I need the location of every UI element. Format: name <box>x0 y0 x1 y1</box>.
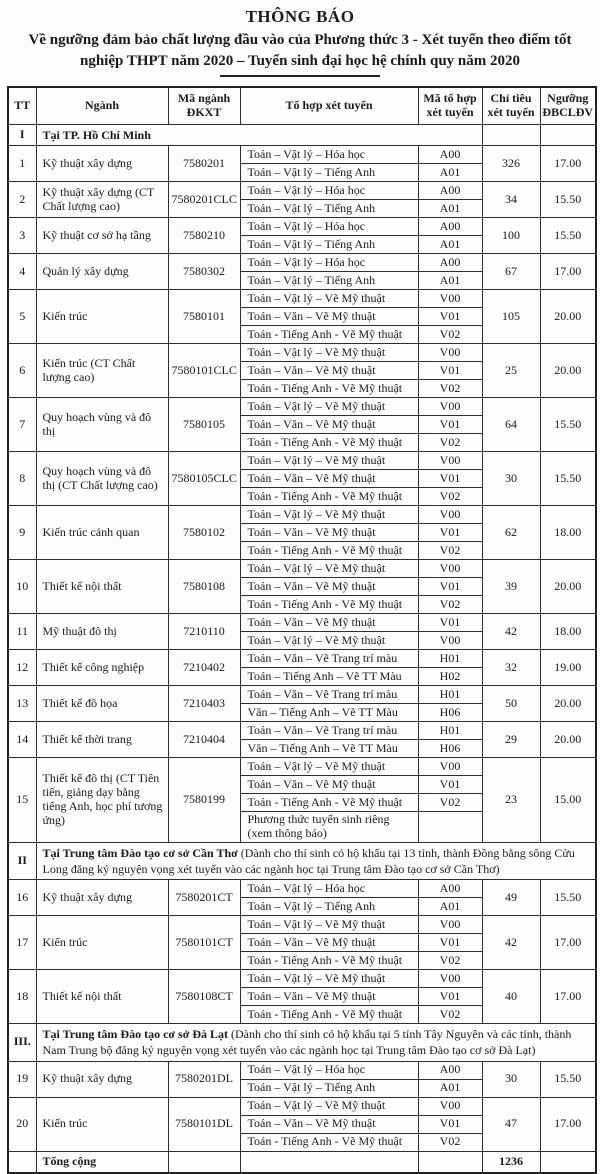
table-row <box>8 1097 596 1115</box>
combo-code: A01 <box>418 898 482 916</box>
section-row <box>8 842 596 879</box>
combo-name: Toán – Vật lý – Tiếng Anh <box>240 164 418 182</box>
combo-code: V01 <box>418 308 482 326</box>
quota-value: 23 <box>482 758 540 843</box>
combo-code: V01 <box>418 524 482 542</box>
quota-value: 50 <box>482 686 540 722</box>
major-code: 7580108 <box>168 560 240 614</box>
major-name: Kỹ thuật xây dựng <box>36 1061 168 1097</box>
combo-code: V01 <box>418 416 482 434</box>
combo-code: A01 <box>418 200 482 218</box>
major-code: 7210110 <box>168 614 240 650</box>
combo-name: Toán – Văn – Vẽ Mỹ thuật <box>240 1115 418 1133</box>
combo-name: Toán – Vật lý – Vẽ Mỹ thuật <box>240 344 418 362</box>
row-number: 13 <box>8 686 36 722</box>
total-threshold-cell <box>540 1151 596 1173</box>
combo-name: Toán – Văn – Vẽ Mỹ thuật <box>240 934 418 952</box>
major-name: Mỹ thuật đô thị <box>36 614 168 650</box>
combo-code: A01 <box>418 164 482 182</box>
combo-name: Toán - Tiếng Anh - Vẽ Mỹ thuật <box>240 380 418 398</box>
combo-code: H06 <box>418 704 482 722</box>
combo-code: V02 <box>418 1006 482 1024</box>
table-row <box>8 218 596 236</box>
quota-value: 25 <box>482 344 540 398</box>
table-row <box>8 254 596 272</box>
combo-name: Văn – Tiếng Anh – Vẽ TT Màu <box>240 740 418 758</box>
major-code: 7580210 <box>168 218 240 254</box>
combo-code: V00 <box>418 632 482 650</box>
quota-value: 67 <box>482 254 540 290</box>
row-number: 3 <box>8 218 36 254</box>
threshold-value: 18.00 <box>540 506 596 560</box>
quota-value: 29 <box>482 722 540 758</box>
table-row <box>8 344 596 362</box>
threshold-value: 17.00 <box>540 254 596 290</box>
combo-code: A00 <box>418 218 482 236</box>
combo-code: V02 <box>418 794 482 812</box>
combo-code: V02 <box>418 542 482 560</box>
combo-name: Toán – Văn – Vẽ Mỹ thuật <box>240 776 418 794</box>
combo-name: Toán – Vật lý – Tiếng Anh <box>240 236 418 254</box>
combo-code: H01 <box>418 686 482 704</box>
combo-code: V01 <box>418 776 482 794</box>
major-name: Thiết kế nội thất <box>36 560 168 614</box>
col-header-0: TT <box>8 87 36 125</box>
section-threshold-cell <box>540 125 596 146</box>
section-label <box>36 1024 596 1061</box>
table-row <box>8 880 596 898</box>
combo-name: Toán – Văn – Vẽ Mỹ thuật <box>240 470 418 488</box>
section-label-rest: (Dành cho thí sinh có hộ khẩu tại 5 tỉnh Tây Nguyên và các tỉnh, thành Nam Trung bộ đăng ký nguyện vọng xét tuyển vào các ngành học tại Trung tâm Đào tạo cơ sở Đà Lạt) <box>42 1027 572 1058</box>
col-header-4: Mã tổ hợp xét tuyển <box>418 87 482 125</box>
col-header-1: Ngành <box>36 87 168 125</box>
threshold-value: 15.50 <box>540 218 596 254</box>
combo-code: V02 <box>418 596 482 614</box>
combo-name: Toán – Vật lý – Hóa học <box>240 146 418 164</box>
major-name: Thiết kế thời trang <box>36 722 168 758</box>
combo-code: V02 <box>418 380 482 398</box>
major-code: 7580201DL <box>168 1061 240 1097</box>
combo-code: A00 <box>418 880 482 898</box>
combo-name: Toán – Văn – Vẽ Mỹ thuật <box>240 524 418 542</box>
combo-name: Toán - Tiếng Anh - Vẽ Mỹ thuật <box>240 542 418 560</box>
quota-value: 47 <box>482 1097 540 1151</box>
table-row <box>8 722 596 740</box>
col-header-2: Mã ngành ĐKXT <box>168 87 240 125</box>
major-code: 7580199 <box>168 758 240 843</box>
major-name: Quản lý xây dựng <box>36 254 168 290</box>
section-label-bold: Tại Trung tâm Đào tạo cơ sở Đà Lạt <box>42 1027 229 1042</box>
major-code: 7580101CLC <box>168 344 240 398</box>
combo-name: Toán – Văn – Vẽ Mỹ thuật <box>240 362 418 380</box>
admission-threshold-table <box>7 86 597 1174</box>
row-number: 1 <box>8 146 36 182</box>
combo-code: V00 <box>418 398 482 416</box>
quota-value: 30 <box>482 1061 540 1097</box>
row-number: 16 <box>8 880 36 916</box>
combo-code: V01 <box>418 934 482 952</box>
total-code-cell <box>418 1151 482 1173</box>
total-ma-cell <box>168 1151 240 1173</box>
quota-value: 49 <box>482 880 540 916</box>
combo-code: V02 <box>418 434 482 452</box>
combo-code: V01 <box>418 578 482 596</box>
threshold-value: 15.50 <box>540 880 596 916</box>
table-row <box>8 398 596 416</box>
table-body <box>8 125 596 1173</box>
combo-code: V01 <box>418 470 482 488</box>
table-row <box>8 686 596 704</box>
row-number: 7 <box>8 398 36 452</box>
major-name: Kiến trúc <box>36 1097 168 1151</box>
section-label <box>36 842 596 879</box>
page-title: THÔNG BÁO <box>245 7 355 26</box>
total-combo-cell <box>240 1151 418 1173</box>
major-code: 7580201 <box>168 146 240 182</box>
threshold-value: 19.00 <box>540 650 596 686</box>
threshold-value: 15.50 <box>540 182 596 218</box>
combo-code: H02 <box>418 668 482 686</box>
table-row <box>8 452 596 470</box>
combo-name: Toán – Vật lý – Vẽ Mỹ thuật <box>240 758 418 776</box>
row-number: 18 <box>8 970 36 1024</box>
combo-code: A00 <box>418 146 482 164</box>
row-number: 15 <box>8 758 36 843</box>
combo-name: Toán – Vật lý – Vẽ Mỹ thuật <box>240 632 418 650</box>
combo-name: Toán – Vật lý – Vẽ Mỹ thuật <box>240 290 418 308</box>
combo-name: Toán – Vật lý – Vẽ Mỹ thuật <box>240 560 418 578</box>
major-code: 7580101DL <box>168 1097 240 1151</box>
row-number: 8 <box>8 452 36 506</box>
threshold-value: 18.00 <box>540 614 596 650</box>
combo-code: V02 <box>418 1133 482 1151</box>
combo-name: Toán – Vật lý – Vẽ Mỹ thuật <box>240 398 418 416</box>
major-code: 7580108CT <box>168 970 240 1024</box>
total-tt-cell <box>8 1151 36 1173</box>
combo-code: H01 <box>418 722 482 740</box>
section-quota-cell <box>482 125 540 146</box>
table-row <box>8 650 596 668</box>
combo-name: Toán - Tiếng Anh - Vẽ Mỹ thuật <box>240 1006 418 1024</box>
combo-name: Toán – Văn – Vẽ Trang trí màu <box>240 686 418 704</box>
major-name: Kỹ thuật xây dựng (CT Chất lượng cao) <box>36 182 168 218</box>
combo-code: V00 <box>418 758 482 776</box>
threshold-value: 20.00 <box>540 722 596 758</box>
total-label: Tổng cộng <box>36 1151 168 1173</box>
combo-name: Toán - Tiếng Anh - Vẽ Mỹ thuật <box>240 326 418 344</box>
combo-code: H06 <box>418 740 482 758</box>
major-name: Thiết kế công nghiệp <box>36 650 168 686</box>
total-row <box>8 1151 596 1173</box>
table-row <box>8 146 596 164</box>
section-row <box>8 125 596 146</box>
quota-value: 105 <box>482 290 540 344</box>
table-header <box>8 87 596 125</box>
combo-name: Toán – Vật lý – Vẽ Mỹ thuật <box>240 916 418 934</box>
major-code: 7210404 <box>168 722 240 758</box>
combo-code: V00 <box>418 916 482 934</box>
combo-code: A00 <box>418 1061 482 1079</box>
combo-name: Toán – Vật lý – Vẽ Mỹ thuật <box>240 452 418 470</box>
row-number: 14 <box>8 722 36 758</box>
combo-code: V00 <box>418 1097 482 1115</box>
threshold-value: 20.00 <box>540 560 596 614</box>
quota-value: 326 <box>482 146 540 182</box>
combo-code: V00 <box>418 344 482 362</box>
threshold-value: 17.00 <box>540 146 596 182</box>
combo-code: V00 <box>418 560 482 578</box>
threshold-value: 17.00 <box>540 970 596 1024</box>
row-number: 11 <box>8 614 36 650</box>
col-header-3: Tổ hợp xét tuyển <box>240 87 418 125</box>
section-label-bold: Tại Trung tâm Đào tạo cơ sở Cần Thơ <box>42 845 238 860</box>
table-row <box>8 916 596 934</box>
combo-code: V02 <box>418 488 482 506</box>
table-row <box>8 290 596 308</box>
quota-value: 32 <box>482 650 540 686</box>
combo-code: V01 <box>418 362 482 380</box>
major-name: Kỹ thuật xây dựng <box>36 880 168 916</box>
combo-name: Toán – Vật lý – Tiếng Anh <box>240 200 418 218</box>
major-name: Quy hoạch vùng và đô thị <box>36 398 168 452</box>
major-code: 7580201CLC <box>168 182 240 218</box>
col-header-6: Ngưỡng ĐBCLĐV <box>540 87 596 125</box>
col-header-5: Chỉ tiêu xét tuyển <box>482 87 540 125</box>
combo-code: A01 <box>418 272 482 290</box>
combo-code: V01 <box>418 988 482 1006</box>
major-name: Thiết kế đô thị (CT Tiên tiến, giảng dạy bằng tiếng Anh, học phí tương ứng) <box>36 758 168 843</box>
threshold-value: 20.00 <box>540 344 596 398</box>
table-row <box>8 560 596 578</box>
threshold-value: 20.00 <box>540 290 596 344</box>
page-subtitle: Về ngưỡng đảm bảo chất lượng đầu vào của Phương thức 3 - Xét tuyển theo điểm tốt nghiệp THPT năm 2020 – Tuyển sinh đại học hệ chính quy năm 2020 <box>28 32 572 69</box>
quota-value: 62 <box>482 506 540 560</box>
combo-name: Toán - Tiếng Anh - Vẽ Mỹ thuật <box>240 794 418 812</box>
combo-name: Toán – Tiếng Anh – Vẽ TT Màu <box>240 668 418 686</box>
major-code: 7210402 <box>168 650 240 686</box>
combo-name: Văn – Tiếng Anh – Vẽ TT Màu <box>240 704 418 722</box>
combo-code: V02 <box>418 326 482 344</box>
combo-name: Toán – Vật lý – Hóa học <box>240 218 418 236</box>
combo-name: Toán – Văn – Vẽ Mỹ thuật <box>240 614 418 632</box>
table-row <box>8 970 596 988</box>
major-name: Quy hoạch vùng và đô thị (CT Chất lượng cao) <box>36 452 168 506</box>
row-number: 12 <box>8 650 36 686</box>
combo-name: Toán – Vật lý – Vẽ Mỹ thuật <box>240 970 418 988</box>
combo-name: Toán – Vật lý – Hóa học <box>240 1061 418 1079</box>
header-row <box>8 87 596 125</box>
row-number: 9 <box>8 506 36 560</box>
threshold-value: 17.00 <box>540 1097 596 1151</box>
quota-value: 42 <box>482 614 540 650</box>
section-number: I <box>8 125 36 146</box>
combo-name: Phương thức tuyển sinh riêng (xem thông báo) <box>240 812 418 843</box>
combo-code: A00 <box>418 254 482 272</box>
major-code: 7580201CT <box>168 880 240 916</box>
major-code: 7580102 <box>168 506 240 560</box>
section-row <box>8 1024 596 1061</box>
combo-name: Toán – Vật lý – Vẽ Mỹ thuật <box>240 506 418 524</box>
quota-value: 34 <box>482 182 540 218</box>
major-code: 7210403 <box>168 686 240 722</box>
row-number: 5 <box>8 290 36 344</box>
table-row <box>8 758 596 776</box>
major-name: Thiết kế đồ họa <box>36 686 168 722</box>
combo-name: Toán - Tiếng Anh - Vẽ Mỹ thuật <box>240 596 418 614</box>
combo-name: Toán - Tiếng Anh - Vẽ Mỹ thuật <box>240 488 418 506</box>
combo-code: A00 <box>418 182 482 200</box>
section-label <box>36 125 482 146</box>
row-number: 2 <box>8 182 36 218</box>
combo-name: Toán - Tiếng Anh - Vẽ Mỹ thuật <box>240 1133 418 1151</box>
major-name: Kiến trúc <box>36 916 168 970</box>
quota-value: 30 <box>482 452 540 506</box>
major-code: 7580101 <box>168 290 240 344</box>
table-row <box>8 614 596 632</box>
combo-code: H01 <box>418 650 482 668</box>
row-number: 4 <box>8 254 36 290</box>
quota-value: 40 <box>482 970 540 1024</box>
combo-code: V01 <box>418 614 482 632</box>
combo-name: Toán – Vật lý – Hóa học <box>240 254 418 272</box>
combo-name: Toán – Vật lý – Tiếng Anh <box>240 1079 418 1097</box>
major-code: 7580101CT <box>168 916 240 970</box>
quota-value: 100 <box>482 218 540 254</box>
major-name: Kiến trúc (CT Chất lượng cao) <box>36 344 168 398</box>
threshold-value: 20.00 <box>540 686 596 722</box>
combo-code: V00 <box>418 506 482 524</box>
combo-name: Toán – Văn – Vẽ Mỹ thuật <box>240 988 418 1006</box>
major-name: Kiến trúc <box>36 290 168 344</box>
threshold-value: 15.50 <box>540 1061 596 1097</box>
table-row <box>8 506 596 524</box>
major-name: Kỹ thuật xây dựng <box>36 146 168 182</box>
threshold-value: 15.50 <box>540 398 596 452</box>
major-code: 7580105CLC <box>168 452 240 506</box>
combo-code: V01 <box>418 1115 482 1133</box>
section-label-rest: (Dành cho thí sinh có hộ khẩu tại 13 tỉnh, thành Đồng bằng sông Cửu Long đăng ký nguyện vọng xét tuyển vào các ngành học tại Trung tâm Đào tạo cơ sở Cần Thơ) <box>42 845 575 876</box>
row-number: 19 <box>8 1061 36 1097</box>
combo-name: Toán - Tiếng Anh - Vẽ Mỹ thuật <box>240 434 418 452</box>
combo-name: Toán – Văn – Vẽ Trang trí màu <box>240 722 418 740</box>
section-label-bold: Tại TP. Hồ Chí Minh <box>42 128 151 142</box>
quota-value: 64 <box>482 398 540 452</box>
combo-name: Toán – Văn – Vẽ Trang trí màu <box>240 650 418 668</box>
combo-code: V00 <box>418 970 482 988</box>
combo-name: Toán – Vật lý – Tiếng Anh <box>240 898 418 916</box>
row-number: 17 <box>8 916 36 970</box>
row-number: 20 <box>8 1097 36 1151</box>
threshold-value: 15.50 <box>540 452 596 506</box>
major-name: Kiến trúc cảnh quan <box>36 506 168 560</box>
combo-name: Toán – Vật lý – Hóa học <box>240 182 418 200</box>
combo-name: Toán – Văn – Vẽ Mỹ thuật <box>240 578 418 596</box>
major-name: Thiết kế nội thất <box>36 970 168 1024</box>
combo-name: Toán – Vật lý – Vẽ Mỹ thuật <box>240 1097 418 1115</box>
quota-value: 39 <box>482 560 540 614</box>
combo-code: A01 <box>418 236 482 254</box>
combo-name: Toán - Tiếng Anh - Vẽ Mỹ thuật <box>240 952 418 970</box>
quota-value: 42 <box>482 916 540 970</box>
combo-name: Toán – Văn – Vẽ Mỹ thuật <box>240 308 418 326</box>
threshold-value: 15.00 <box>540 758 596 843</box>
section-number: III. <box>8 1024 36 1061</box>
major-code: 7580302 <box>168 254 240 290</box>
combo-code: A01 <box>418 1079 482 1097</box>
major-code: 7580105 <box>168 398 240 452</box>
combo-name: Toán – Vật lý – Hóa học <box>240 880 418 898</box>
total-quota: 1236 <box>482 1151 540 1173</box>
combo-name: Toán – Văn – Vẽ Mỹ thuật <box>240 416 418 434</box>
title-underline <box>220 75 380 77</box>
combo-code: V00 <box>418 290 482 308</box>
combo-code: V00 <box>418 452 482 470</box>
section-number: II <box>8 842 36 879</box>
combo-code: V02 <box>418 952 482 970</box>
table-row <box>8 1061 596 1079</box>
major-name: Kỹ thuật cơ sở hạ tầng <box>36 218 168 254</box>
combo-name: Toán – Vật lý – Tiếng Anh <box>240 272 418 290</box>
threshold-value: 17.00 <box>540 916 596 970</box>
table-row <box>8 182 596 200</box>
row-number: 6 <box>8 344 36 398</box>
combo-code <box>418 812 482 843</box>
row-number: 10 <box>8 560 36 614</box>
